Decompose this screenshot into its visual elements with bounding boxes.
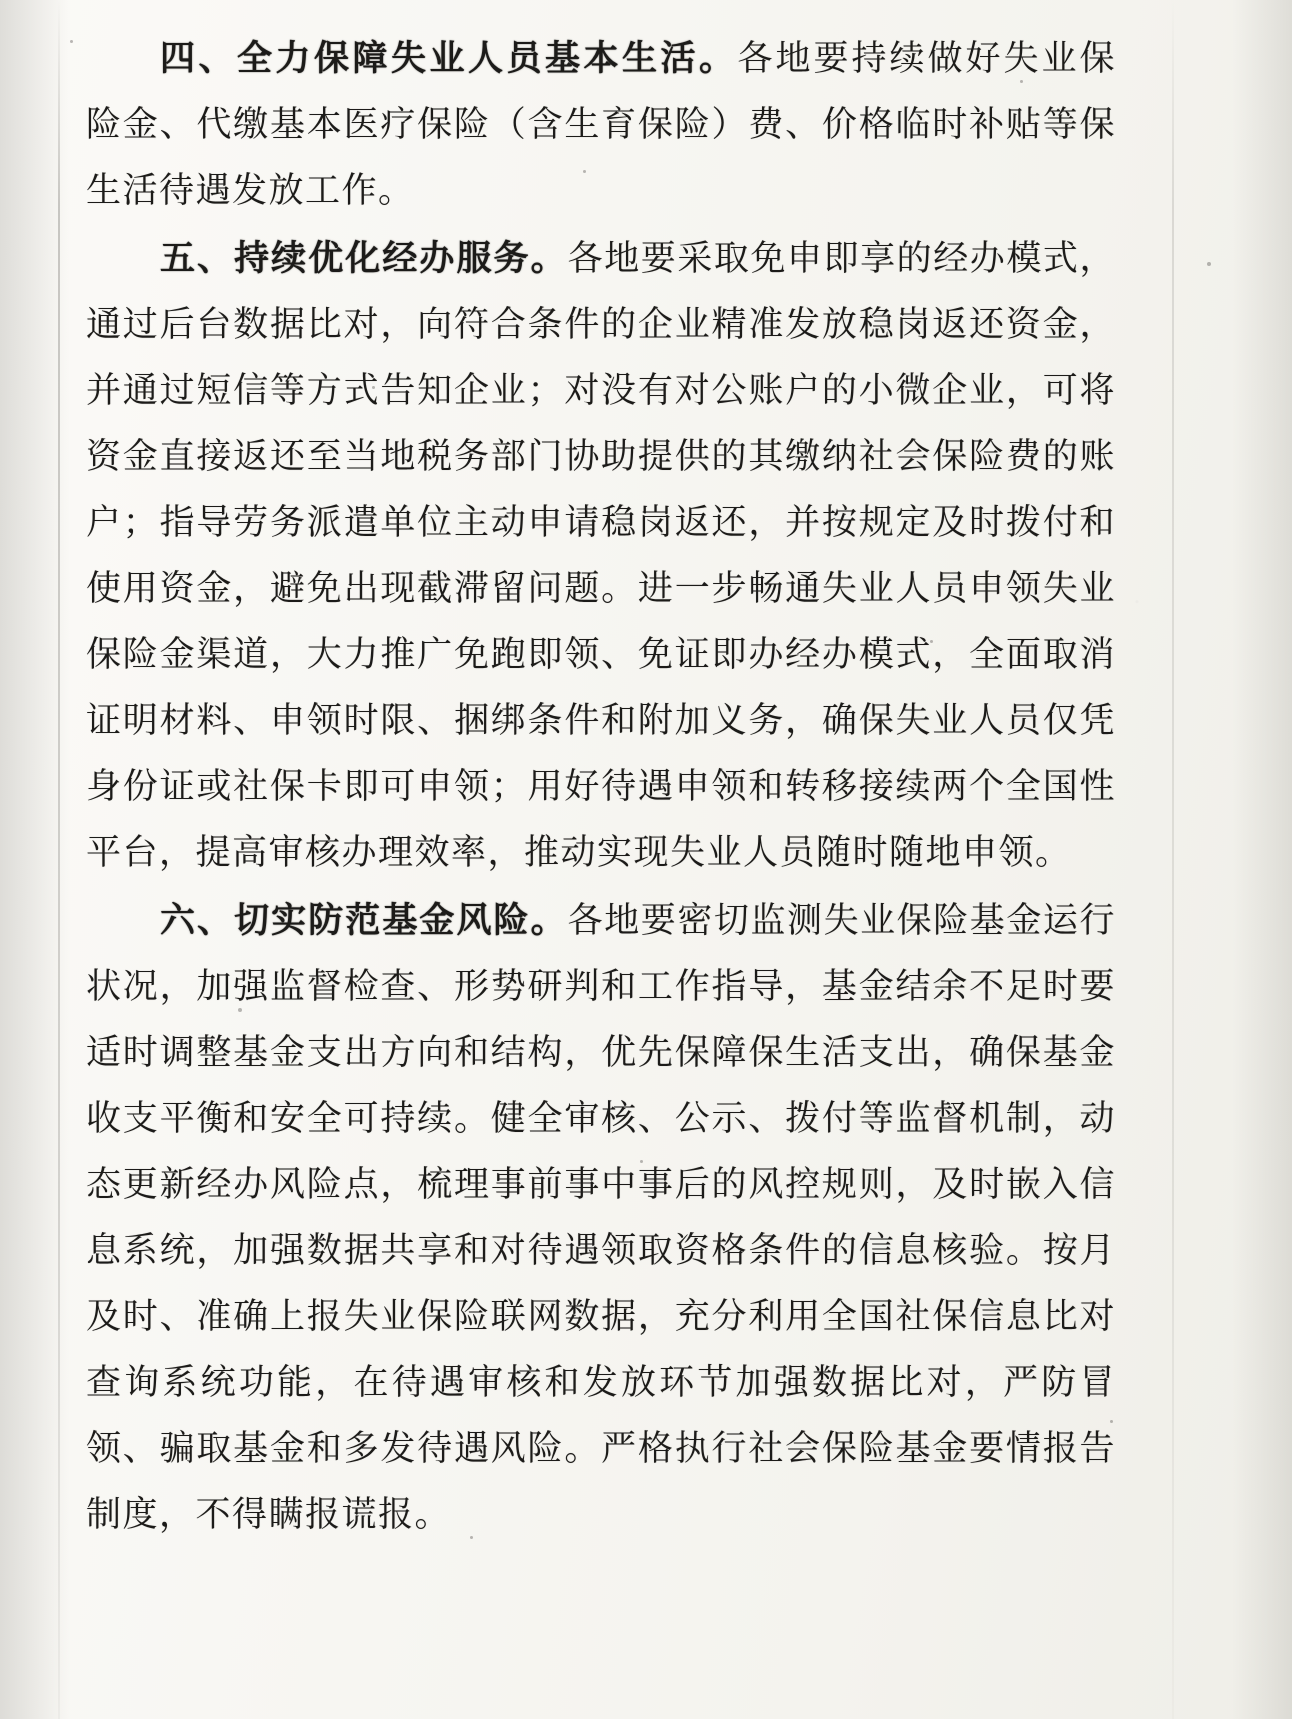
scan-fold-line-left: [58, 0, 60, 1719]
section-heading-5: 五、持续优化经办服务。: [160, 238, 568, 279]
document-body: [86, 26, 1116, 1550]
section-text-5: 各地要采取免申即享的经办模式，通过后台数据比对，向符合条件的企业精准发放稳岗返还资金，并通过短信等方式告知企业；对没有对公账户的小微企业，可将资金直接返还至当地税务部门协助提供的其缴纳社会保险费的账户；指导劳务派遣单位主动申请稳岗返还，并按规定及时拨付和使用资金，避免出现截滞留问题。进一步畅通失业人员申领失业保险金渠道，大力推广免跑即领、免证即办经办模式，全面取消证明材料、申领时限、捆绑条件和附加义务，确保失业人员仅凭身份证或社保卡即可申领；用好待遇申领和转移接续两个全国性平台，提高审核办理效率，推动实现失业人员随时随地申领。: [86, 239, 1116, 873]
section-text-6: 各地要密切监测失业保险基金运行状况，加强监督检查、形势研判和工作指导，基金结余不足时要适时调整基金支出方向和结构，优先保障保生活支出，确保基金收支平衡和安全可持续。健全审核、公示、拨付等监督机制，动态更新经办风险点，梳理事前事中事后的风控规则，及时嵌入信息系统，加强数据共享和对待遇领取资格条件的信息核验。按月及时、准确上报失业保险联网数据，充分利用全国社保信息比对查询系统功能，在待遇审核和发放环节加强数据比对，严防冒领、骗取基金和多发待遇风险。严格执行社会保险基金要情报告制度，不得瞒报谎报。: [86, 901, 1116, 1535]
section-text-4: 各地要持续做好失业保险金、代缴基本医疗保险（含生育保险）费、价格临时补贴等保生活待遇发放工作。: [86, 39, 1116, 211]
section-heading-6: 六、切实防范基金风险。: [160, 900, 568, 941]
scan-speck: [70, 40, 73, 43]
paragraph-section-4: [86, 26, 1116, 224]
scan-speck: [1207, 262, 1211, 266]
paragraph-section-6: [86, 888, 1116, 1548]
section-heading-4: 四、全力保障失业人员基本生活。: [160, 38, 738, 79]
paragraph-section-5: [86, 226, 1116, 886]
scan-fold-line-right: [1172, 0, 1174, 1719]
